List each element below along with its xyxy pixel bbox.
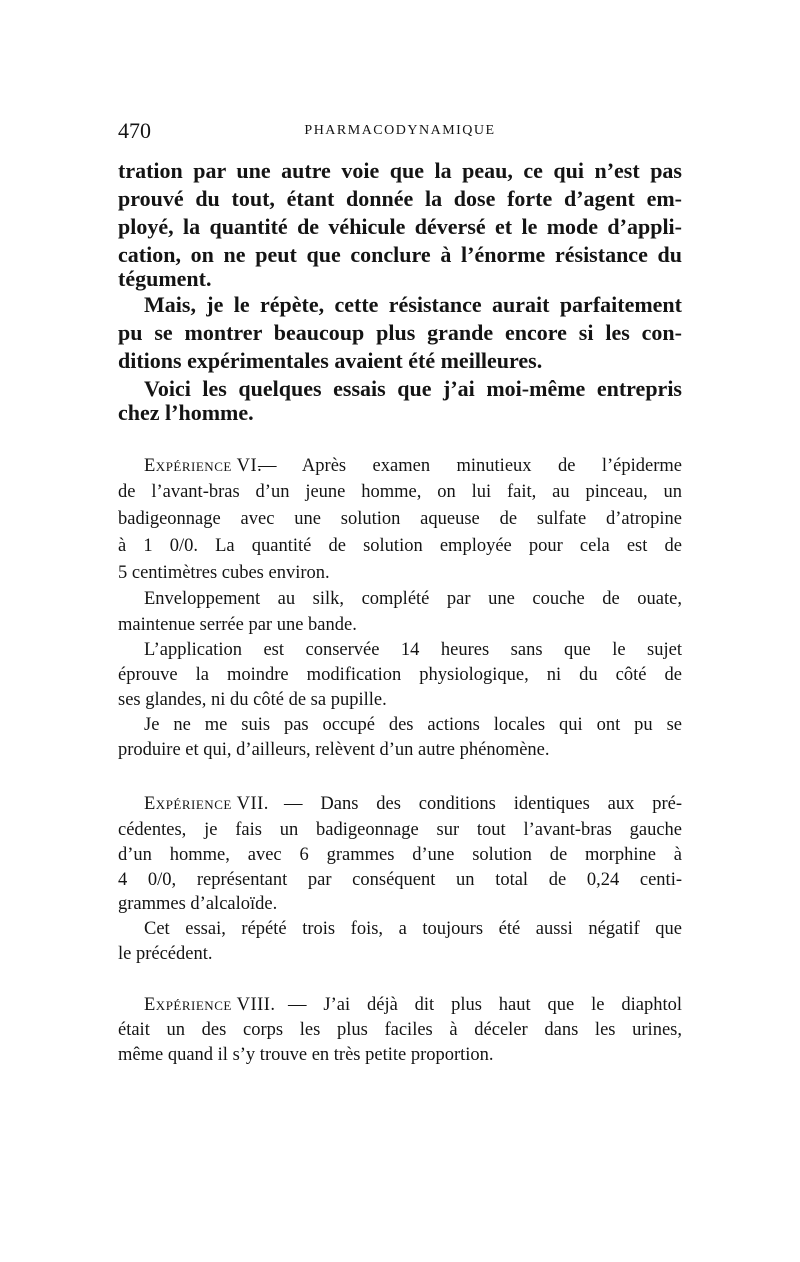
text-line: — J’ai déjà dit plus haut que le diaphtol: [288, 995, 682, 1015]
text-line: cation, on ne peut que conclure à l’énorme résistance du: [118, 242, 682, 267]
text-line: était un des corps les plus faciles à déceler dans les urines,: [118, 1020, 682, 1040]
running-title: PHARMACODYNAMIQUE: [304, 123, 496, 138]
text-line: — Dans des conditions identiques aux pré-: [284, 794, 682, 814]
text-line: cédentes, je fais un badigeonnage sur tout l’avant-bras gauche: [118, 820, 682, 840]
text-line: produire et qui, d’ailleurs, relèvent d’un autre phénomène.: [118, 740, 550, 760]
text-line: 4 0/0, représentant par conséquent un total de 0,24 centi-: [118, 870, 682, 890]
text-line: tégument.: [118, 266, 212, 291]
text-line: grammes d’alcaloïde.: [118, 894, 278, 914]
text-line: 5 centimètres cubes environ.: [118, 563, 330, 583]
text-line: L’application est conservée 14 heures sans que le sujet: [144, 640, 682, 660]
text-line: ditions expérimentales avaient été meilleures.: [118, 348, 543, 373]
experiment-label: Expérience VII.: [144, 794, 269, 814]
text-line: Cet essai, répété trois fois, a toujours été aussi négatif que: [144, 919, 682, 939]
text-line: maintenue serrée par une bande.: [118, 615, 357, 635]
text-line: — Après examen minutieux de l’épiderme: [258, 456, 682, 476]
text-line: badigeonnage avec une solution aqueuse de sulfate d’atropine: [118, 509, 682, 529]
text-line: de l’avant-bras d’un jeune homme, on lui fait, au pinceau, un: [118, 482, 682, 502]
page-number: 470: [118, 118, 151, 143]
text-line: même quand il s’y trouve en très petite proportion.: [118, 1045, 494, 1065]
text-line: chez l’homme.: [118, 400, 254, 425]
text-line: Enveloppement au silk, complété par une couche de ouate,: [144, 589, 682, 609]
text-line: le précédent.: [118, 944, 213, 964]
experiment-label: Expérience VIII.: [144, 995, 276, 1015]
text-line: ses glandes, ni du côté de sa pupille.: [118, 690, 387, 710]
text-line: ployé, la quantité de véhicule déversé et le mode d’appli-: [118, 214, 682, 239]
text-line: d’un homme, avec 6 grammes d’une solution de morphine à: [118, 845, 682, 865]
text-line: pu se montrer beaucoup plus grande encore si les con-: [118, 320, 682, 345]
text-line: tration par une autre voie que la peau, ce qui n’est pas: [118, 158, 682, 183]
text-line: éprouve la moindre modification physiologique, ni du côté de: [118, 665, 682, 685]
text-line: prouvé du tout, étant donnée la dose forte d’agent em-: [118, 186, 682, 211]
text-line: Je ne me suis pas occupé des actions locales qui ont pu se: [144, 715, 682, 735]
experiment-label: Expérience VI.: [144, 456, 263, 476]
text-line: Mais, je le répète, cette résistance aurait parfaitement: [144, 292, 682, 317]
text-line: Voici les quelques essais que j’ai moi-même entrepris: [144, 376, 682, 401]
running-head: [118, 116, 682, 146]
text-line: à 1 0/0. La quantité de solution employée pour cela est de: [118, 536, 682, 556]
